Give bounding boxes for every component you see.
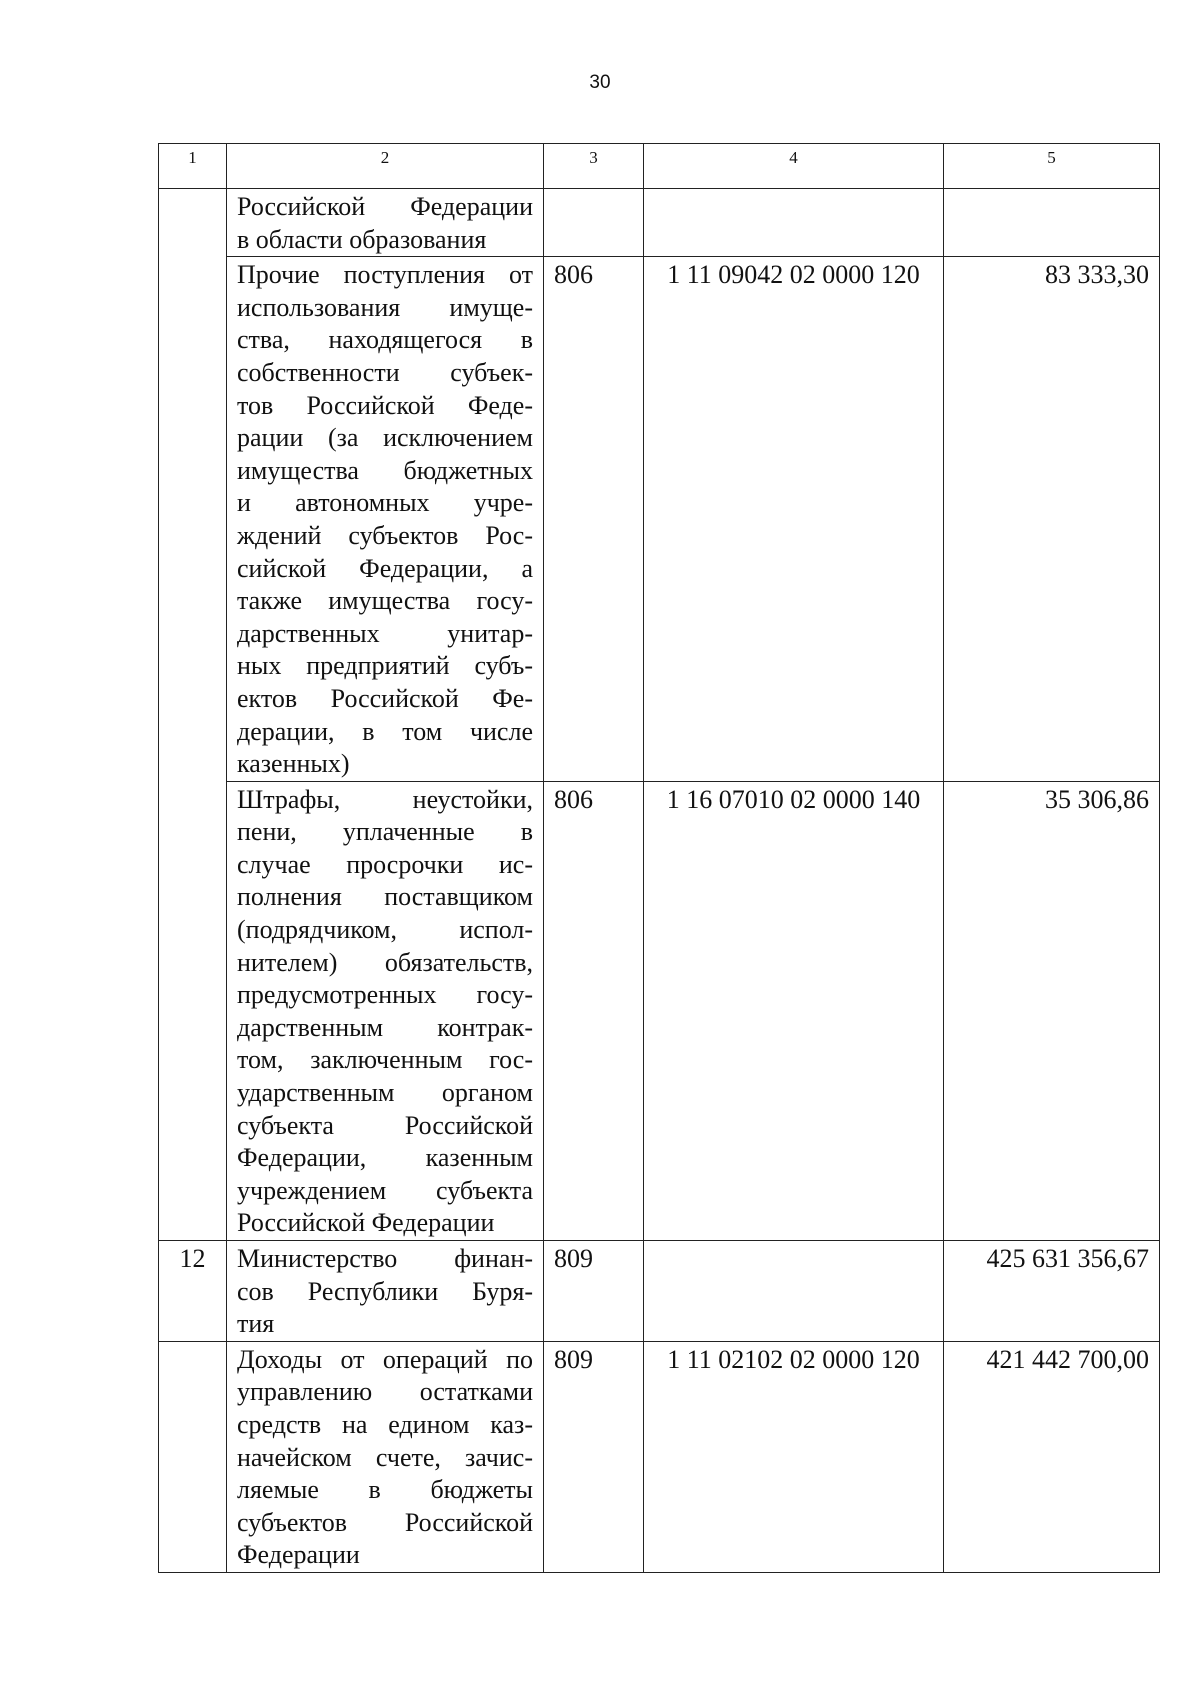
revenue-name-cell [227,1341,544,1572]
revenue-name-line: дерации, в том числе [237,716,533,746]
revenue-name-line: ных предприятий субъ- [237,651,533,681]
revenue-name-cell [227,781,544,1240]
revenue-name-line: ства, находящегося в [237,325,533,355]
revenue-name-line: рации (за исключением [237,423,533,453]
budget-code-cell: 1 11 02102 02 0000 120 [644,1341,944,1572]
table-row [159,257,1160,782]
admin-code-cell [544,189,644,257]
revenue-name-line: Российской Федерации [237,1208,495,1238]
revenue-name-line: учреждением субъекта [237,1175,533,1205]
row-number-cell: 12 [159,1241,227,1342]
row-number-cell [159,257,227,782]
revenue-name-line: сийской Федерации, а [237,553,533,583]
revenue-name-line: собственности субъек- [237,357,533,387]
revenue-name-line: том, заключенным гос- [237,1045,533,1075]
admin-code-cell: 806 [544,257,644,782]
header-col-4: 4 [644,144,944,189]
revenue-name-line: субъекта Российской [237,1110,533,1140]
revenue-name-line: Российской Федерации [237,192,533,221]
revenue-name-line: Министерство финан- [237,1244,533,1273]
revenue-name-line: полнения поставщиком [237,882,533,912]
header-col-2: 2 [227,144,544,189]
admin-code-cell: 809 [544,1341,644,1572]
page-number: 30 [589,72,611,93]
revenue-name-line: Федерации [237,1540,360,1570]
revenue-name-line: тия [237,1309,275,1339]
revenue-name-line: (подрядчиком, испол- [237,915,533,945]
header-col-3: 3 [544,144,644,189]
budget-code-cell [644,1241,944,1342]
revenue-name-line: субъектов Российской [237,1507,533,1537]
amount-cell: 421 442 700,00 [944,1341,1160,1572]
amount-cell: 83 333,30 [944,257,1160,782]
amount-cell: 425 631 356,67 [944,1241,1160,1342]
revenue-name-line: сов Республики Буря- [237,1276,533,1306]
header-col-5: 5 [944,144,1160,189]
revenue-name-line: казенных) [237,749,350,779]
admin-code-cell: 809 [544,1241,644,1342]
revenue-name-line: использования имуще- [237,292,533,322]
revenue-name-line: пени, уплаченные в [237,817,533,847]
revenue-name-line: начейском счете, зачис- [237,1442,533,1472]
admin-code-cell: 806 [544,781,644,1240]
revenue-name-line: Федерации, казенным [237,1143,533,1173]
revenue-name-cell [227,1241,544,1342]
row-number-cell [159,781,227,1240]
revenue-name-line: средств на едином каз- [237,1409,533,1439]
revenue-name-line: дарственным контрак- [237,1012,533,1042]
revenue-name-line: Прочие поступления от [237,260,533,290]
revenue-name-line: и автономных учре- [237,488,533,518]
revenue-name-line: ектов Российской Фе- [237,683,533,713]
revenue-name-cell [227,257,544,782]
budget-code-cell [644,189,944,257]
revenue-name-line: случае просрочки ис- [237,849,533,879]
revenue-name-line: Штрафы, неустойки, [237,784,533,814]
budget-code-cell: 1 16 07010 02 0000 140 [644,781,944,1240]
row-number-cell [159,189,227,257]
table-row [159,189,1160,257]
revenue-name-line: также имущества госу- [237,586,533,616]
revenue-name-line: предусмотренных госу- [237,980,533,1010]
revenue-name-line: тов Российской Феде- [237,390,533,420]
table-header-row [159,144,1160,189]
revenue-name-line: ждений субъектов Рос- [237,520,533,550]
revenue-name-line: ударственным органом [237,1078,533,1108]
header-col-1: 1 [159,144,227,189]
revenue-name-line: управлению остатками [237,1377,533,1407]
revenue-name-line: дарственных унитар- [237,618,533,648]
table-row [159,1341,1160,1572]
amount-cell [944,189,1160,257]
row-number-cell [159,1341,227,1572]
table-row [159,781,1160,1240]
revenue-name-line: в области образования [237,224,487,254]
revenue-table [158,143,1160,1573]
budget-code-cell: 1 11 09042 02 0000 120 [644,257,944,782]
revenue-name-cell [227,189,544,257]
table-row [159,1241,1160,1342]
amount-cell: 35 306,86 [944,781,1160,1240]
revenue-name-line: нителем) обязательств, [237,947,533,977]
revenue-name-line: Доходы от операций по [237,1344,533,1374]
revenue-name-line: ляемые в бюджеты [237,1475,533,1505]
revenue-name-line: имущества бюджетных [237,455,533,485]
